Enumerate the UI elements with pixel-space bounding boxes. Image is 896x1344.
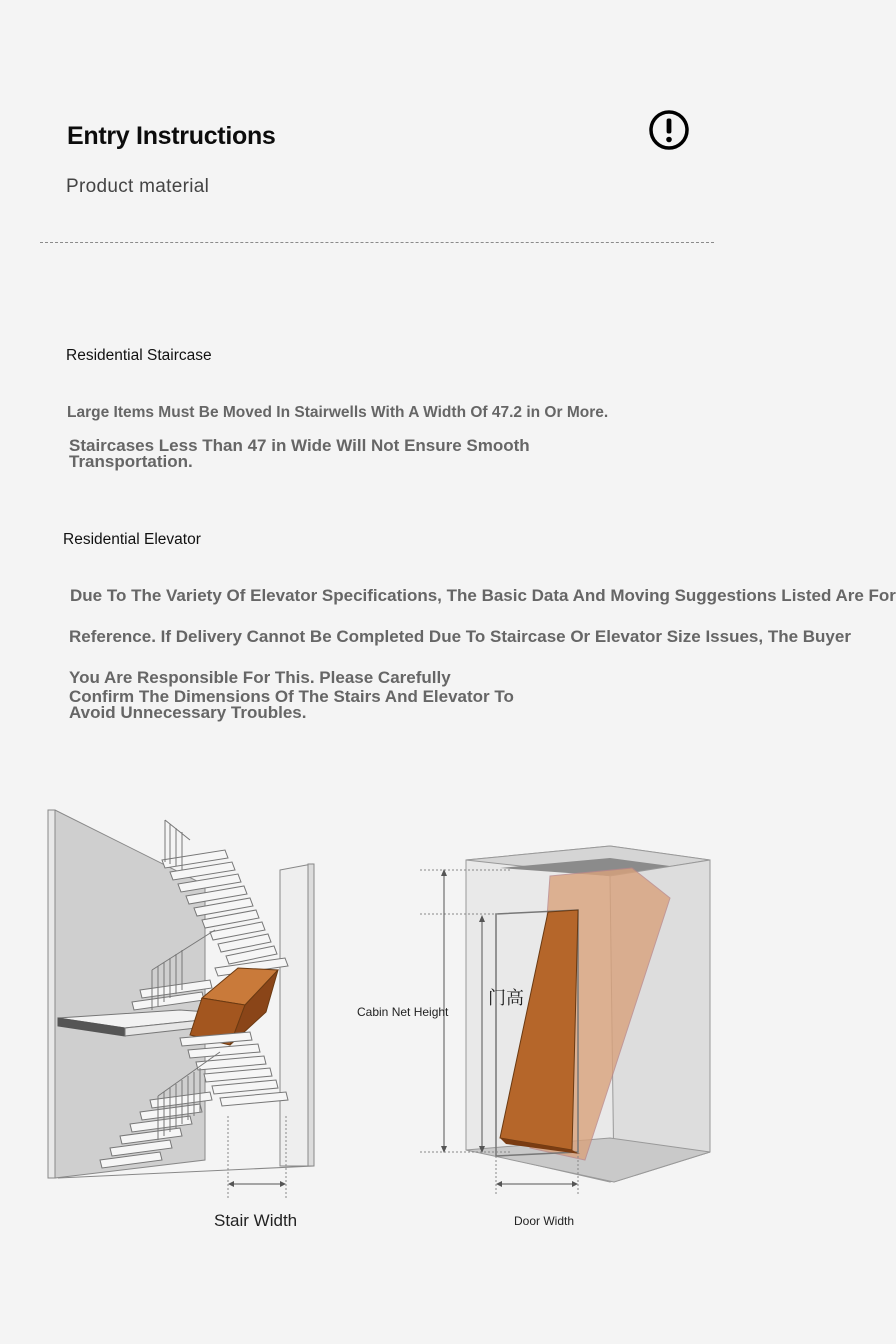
elevator-text-line3a: You Are Responsible For This. Please Carefully [69,668,451,687]
elevator-text-line1: Due To The Variety Of Elevator Specifications, The Basic Data And Moving Suggestions Listed Are For [70,586,896,605]
elevator-illustration [410,838,720,1198]
staircase-text-line2b: Transportation. [69,452,193,471]
exclamation-circle-icon [648,109,690,151]
elevator-text-line2: Reference. If Delivery Cannot Be Completed Due To Staircase Or Elevator Size Issues, The Buyer [69,627,851,646]
cabin-height-label: Cabin Net Height [357,1005,449,1019]
door-height-label: 门高 [488,988,524,1008]
door-width-label: Door Width [514,1214,575,1228]
stair-width-label: Stair Width [214,1211,298,1230]
staircase-text-line2a: Staircases Less Than 47 in Wide Will Not Ensure Smooth [69,436,530,455]
staircase-heading: Residential Staircase [66,347,212,364]
elevator-text-line3b: Confirm The Dimensions Of The Stairs And Elevator To [69,687,514,706]
section-divider [40,242,714,243]
elevator-text-line3c: Avoid Unnecessary Troubles. [69,703,307,722]
page-subtitle: Product material [66,176,210,197]
door-width-arrow [494,1178,580,1190]
page-title: Entry Instructions [67,122,276,150]
elevator-heading: Residential Elevator [63,531,201,548]
stair-width-arrow [226,1178,290,1190]
staircase-text-line1: Large Items Must Be Moved In Stairwells With A Width Of 47.2 in Or More. [67,404,609,421]
staircase-illustration [40,800,330,1190]
